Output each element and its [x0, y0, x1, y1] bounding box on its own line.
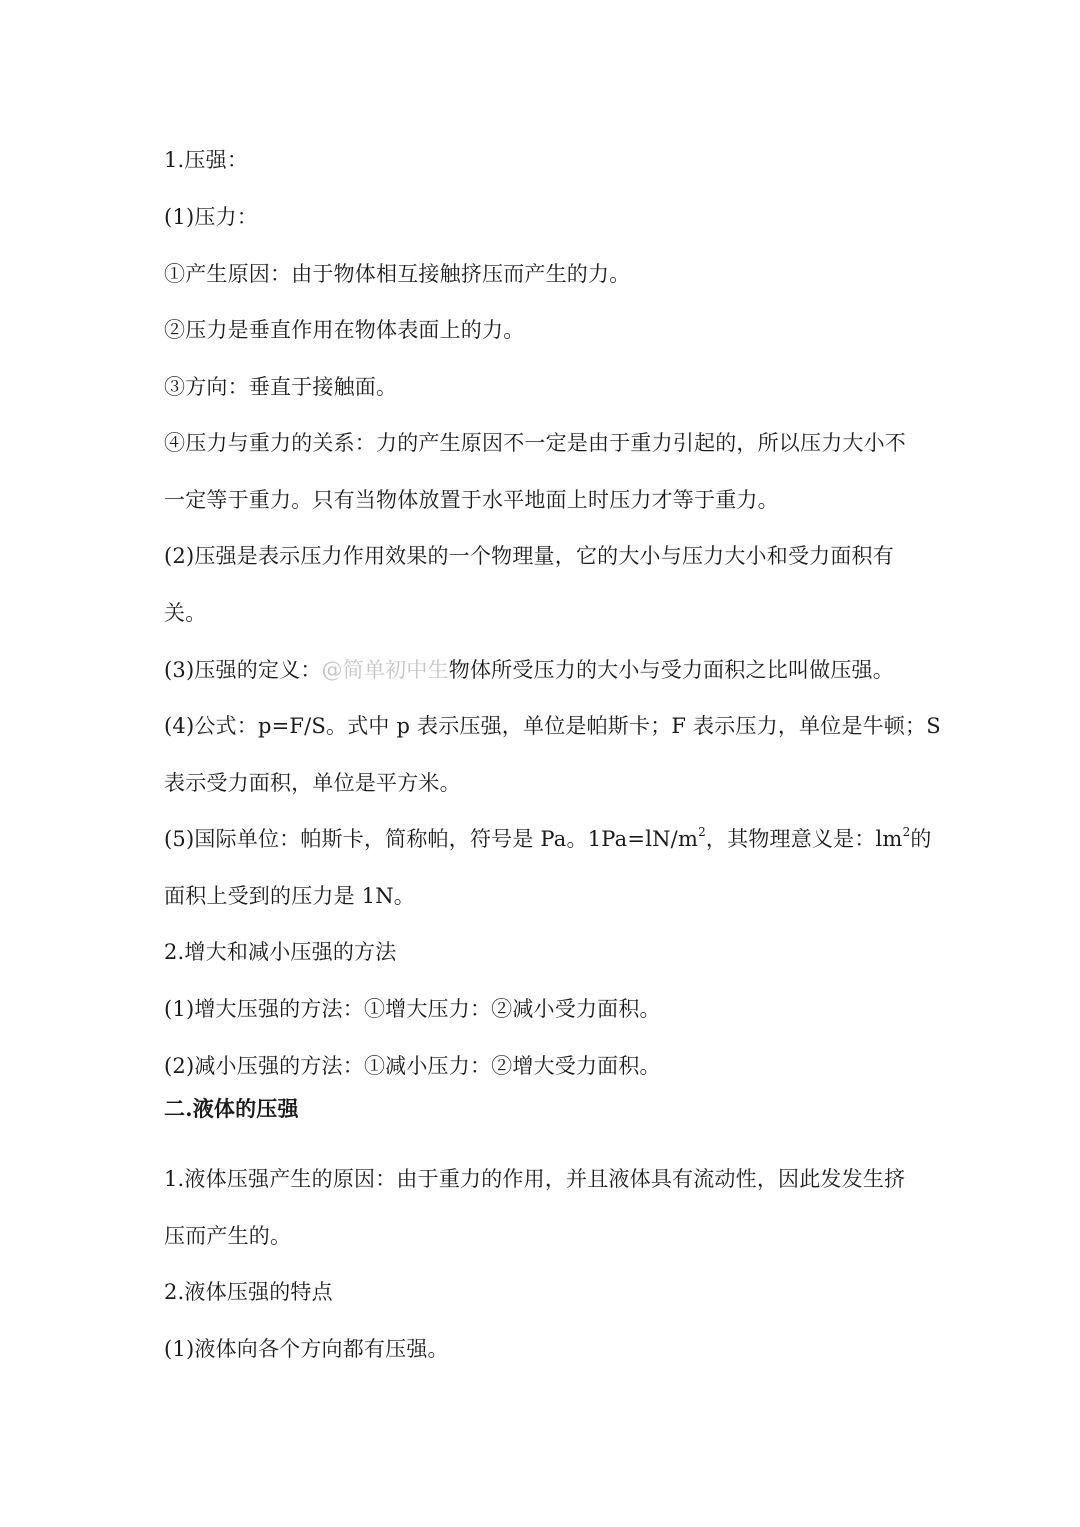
text-segment: ，其物理意义是：lm: [705, 827, 903, 851]
text-line: [164, 825, 932, 853]
text-line: 1.液体压强产生的原因：由于重力的作用，并且液体具有流动性，因此发发生挤: [164, 1167, 906, 1191]
text-line: ④压力与重力的关系：力的产生原因不一定是由于重力引起的，所以压力大小不: [164, 431, 906, 455]
chapter-heading: 二.液体的压强: [164, 1096, 299, 1121]
text-line: 表示受力面积，单位是平方米。: [164, 771, 461, 795]
watermark-text: @简单初中生: [321, 658, 449, 682]
text-segment: (5)国际单位：帕斯卡，简称帕，符号是 Pa。1Pa=lN/m: [164, 827, 699, 851]
text-line: 一定等于重力。只有当物体放置于水平地面上时压力才等于重力。: [164, 488, 779, 512]
text-line: 压而产生的。: [164, 1224, 292, 1248]
text-line: (2)压强是表示压力作用效果的一个物理量，它的大小与压力大小和受力面积有: [164, 544, 894, 568]
text-line: (1)液体向各个方向都有压强。: [164, 1337, 449, 1361]
text-line: ③方向：垂直于接触面。: [164, 375, 398, 399]
text-segment: 的: [910, 827, 932, 851]
superscript: 2: [698, 825, 706, 839]
text-line: 关。: [164, 601, 207, 625]
section-heading: 2.液体压强的特点: [164, 1280, 333, 1304]
section-heading: 2.增大和减小压强的方法: [164, 940, 397, 964]
text-segment: (3)压强的定义：: [164, 658, 322, 682]
text-line: (1)压力：: [164, 205, 258, 229]
text-line: [164, 656, 924, 684]
text-line: ①产生原因：由于物体相互接触挤压而产生的力。: [164, 262, 631, 286]
superscript: 2: [902, 825, 911, 839]
text-line: (2)减小压强的方法：①减小压力：②增大受力面积。: [164, 1054, 661, 1078]
text-line: 1.压强：: [164, 148, 249, 172]
text-line: (4)公式：p=F/S。式中 p 表示压强，单位是帕斯卡；F 表示压力，单位是牛顿；S: [164, 714, 941, 738]
text-line: 面积上受到的压力是 1N。: [164, 884, 416, 908]
text-segment: 物体所受压力的大小与受力面积之比叫做压强。: [448, 658, 894, 682]
text-line: (1)增大压强的方法：①增大压力：②减小受力面积。: [164, 997, 661, 1021]
text-line: ②压力是垂直作用在物体表面上的力。: [164, 318, 525, 342]
